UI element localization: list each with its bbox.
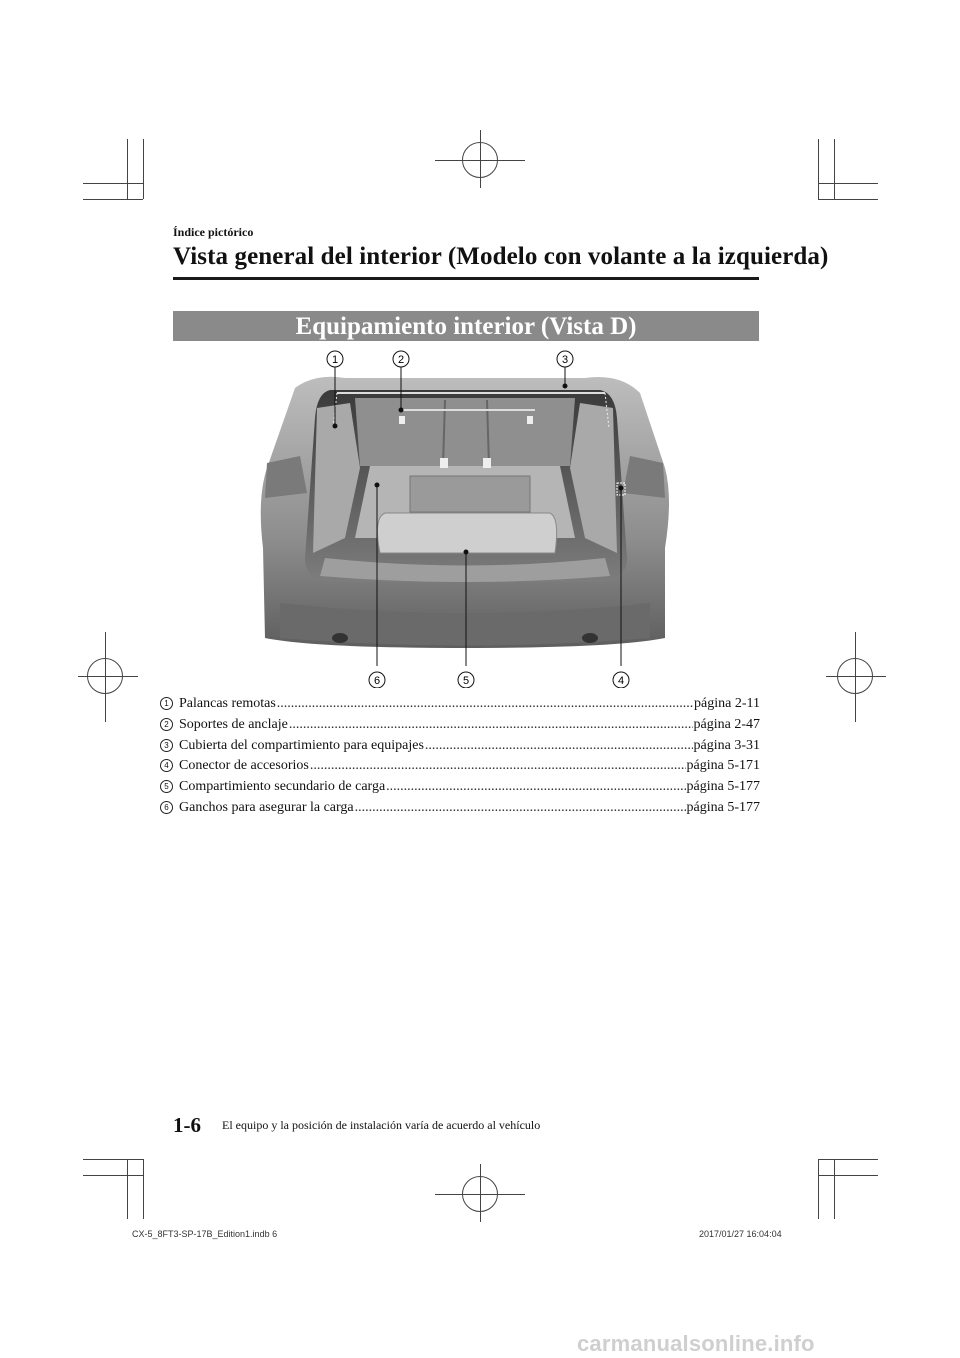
- footer-note: El equipo y la posición de instalación varía de acuerdo al vehículo: [222, 1118, 541, 1132]
- print-file-info: CX-5_8FT3-SP-17B_Edition1.indb 6: [132, 1229, 278, 1239]
- title-rule: [173, 277, 759, 280]
- dot-leader: [425, 738, 693, 754]
- legend-label: Soportes de anclaje: [179, 716, 288, 732]
- dot-leader: [310, 758, 686, 774]
- page-reference[interactable]: página 2-11: [694, 696, 760, 711]
- page-reference[interactable]: página 2-47: [693, 716, 760, 732]
- legend-item: [160, 696, 760, 717]
- tether-anchor-right: [527, 416, 533, 424]
- legend-label: Conector de accesorios: [179, 758, 309, 774]
- callout-3: 3: [561, 354, 569, 366]
- dot-leader: [289, 717, 693, 733]
- legend-number: 6: [160, 801, 173, 814]
- legend-label: Compartimiento secundario de carga: [179, 779, 386, 795]
- section-banner: Equipamiento interior (Vista D): [173, 311, 759, 341]
- tail-light-left: [265, 456, 307, 498]
- legend-label: Palancas remotas: [179, 696, 276, 711]
- legend-label: Cubierta del compartimiento para equipajes: [179, 737, 424, 753]
- tether-anchor-left: [399, 416, 405, 424]
- callout-6: 6: [373, 675, 381, 687]
- rear-seatbacks: [355, 398, 575, 466]
- print-timestamp: 2017/01/27 16:04:04: [699, 1229, 782, 1239]
- watermark: carmanualsonline.info: [577, 1331, 815, 1356]
- legend-item: [160, 758, 760, 779]
- sub-trunk-box: [377, 513, 556, 553]
- legend-number: 1: [160, 697, 173, 710]
- component-legend: [160, 696, 760, 821]
- page-reference[interactable]: página 5-177: [686, 799, 760, 815]
- cargo-area-drawing: [255, 348, 675, 688]
- exhaust-right: [582, 633, 598, 643]
- page-title: Vista general del interior (Modelo con volante a la izquierda): [173, 243, 829, 270]
- legend-number: 3: [160, 739, 173, 752]
- exhaust-left: [332, 633, 348, 643]
- page-reference[interactable]: página 5-171: [686, 758, 760, 774]
- legend-item: [160, 800, 760, 821]
- page-number: 1-6: [173, 1113, 201, 1137]
- callout-5: 5: [462, 675, 470, 687]
- tail-light-right: [623, 456, 665, 498]
- callout-2: 2: [397, 354, 405, 366]
- legend-item: [160, 738, 760, 759]
- page-reference[interactable]: página 3-31: [693, 737, 760, 753]
- dot-leader: [355, 800, 686, 816]
- callout-1: 1: [331, 354, 339, 366]
- legend-number: 4: [160, 759, 173, 772]
- legend-label: Ganchos para asegurar la carga: [179, 799, 354, 815]
- dot-leader: [277, 696, 693, 712]
- legend-number: 2: [160, 718, 173, 731]
- legend-item: [160, 717, 760, 738]
- dot-leader: [386, 779, 685, 795]
- section-label: Índice pictórico: [173, 225, 254, 239]
- legend-number: 5: [160, 780, 173, 793]
- callout-4: 4: [617, 675, 625, 687]
- legend-item: [160, 779, 760, 800]
- page-reference[interactable]: página 5-177: [686, 779, 760, 795]
- cargo-area-illustration: [255, 348, 675, 688]
